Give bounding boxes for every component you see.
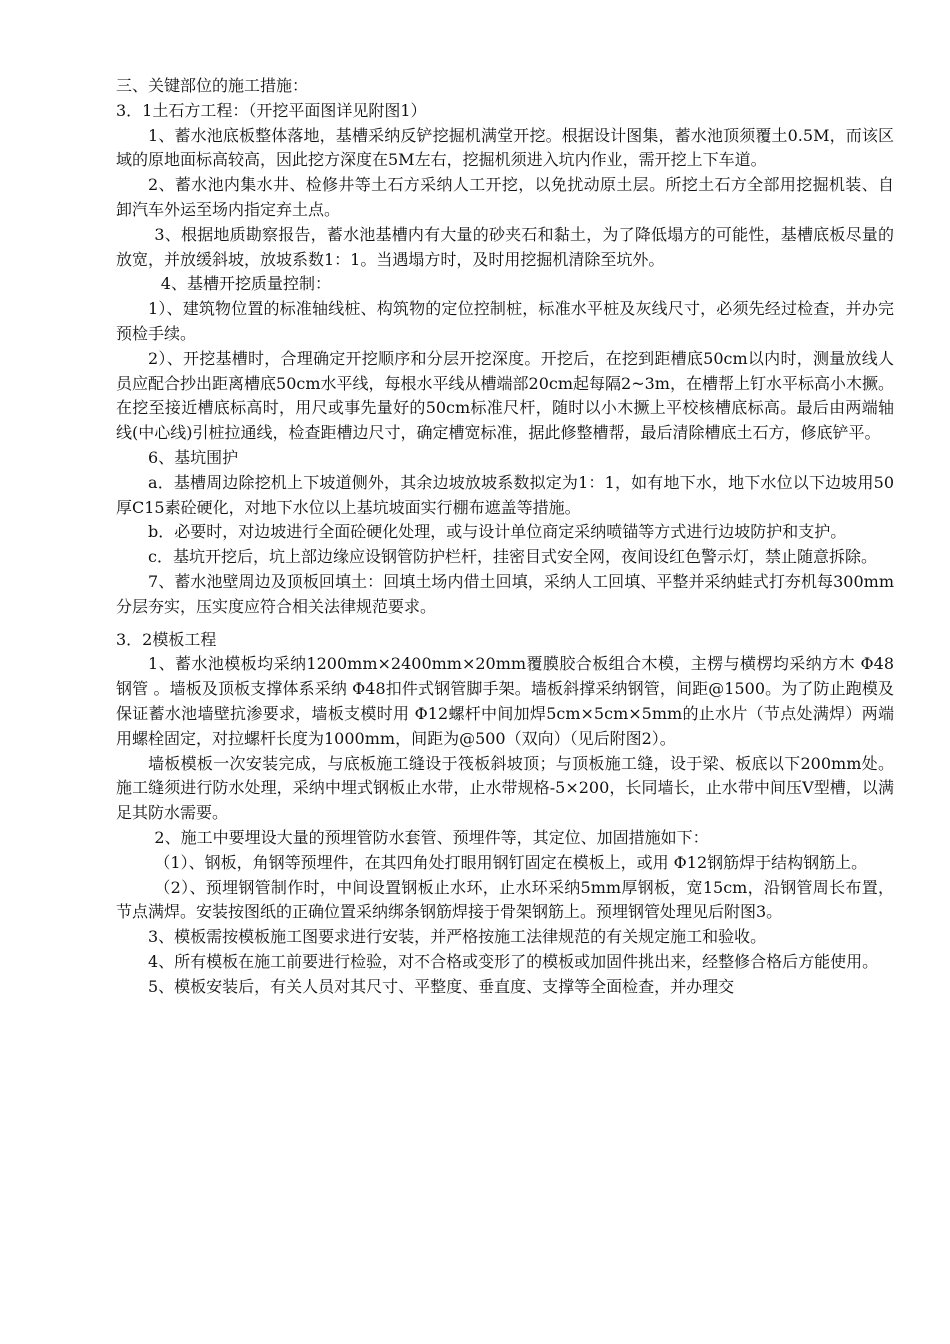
paragraph-earthwork-3: 3、根据地质勘察报告，蓄水池基槽内有大量的砂夹石和黏土，为了降低塌方的可能性，基槽底板尽量的放宽，并放缓斜坡，放坡系数1：1。当遇塌方时，及时用挖掘机清除至坑外。 — [116, 224, 894, 269]
paragraph-earthwork-1: 1、蓄水池底板整体落地，基槽采纳反铲挖掘机满堂开挖。根据设计图集，蓄水池顶须覆土0.5M，而该区域的原地面标高较高，因此挖方深度在5M左右，挖掘机须进入坑内作业，需开挖上下车道。 — [116, 125, 894, 170]
paragraph-earthwork-6: 6、基坑围护 — [148, 447, 239, 467]
subsection-title-formwork: 3．2模板工程 — [116, 629, 217, 649]
document-body — [116, 74, 894, 999]
section-spacer — [116, 620, 894, 628]
paragraph-earthwork-6a: a．基槽周边除挖机上下坡道侧外，其余边坡放坡系数拟定为1：1，如有地下水，地下水位以下边坡用50厚C15素砼硬化，对地下水位以上基坑坡面实行棚布遮盖等措施。 — [116, 472, 894, 517]
subsection-title-earthwork: 3．1土石方工程：（开挖平面图详见附图1） — [116, 100, 427, 120]
paragraph-earthwork-4-1: 1）、建筑物位置的标准轴线桩、构筑物的定位控制桩，标准水平桩及灰线尺寸，必须先经过检查，并办完预检手续。 — [116, 299, 894, 343]
paragraph-formwork-3: 3、模板需按模板施工图要求进行安装，并严格按施工法律规范的有关规定施工和验收。 — [148, 927, 767, 947]
paragraph-earthwork-4: 4、基槽开挖质量控制： — [160, 274, 331, 294]
paragraph-formwork-1: 1、蓄水池模板均采纳1200mm×2400mm×20mm覆膜胶合板组合木模，主楞与横楞均采纳方木 Φ48钢管 。墙板及顶板支撑体系采纳 Φ48扣件式钢管脚手架。墙板斜撑采纳钢管，间距@1500。为了防止跑模及保证蓄水池墙壁抗渗要求，墙板支模时用 Φ12螺杆中间加焊5cm×5cm×5mm的止水片（节点处满焊）两端用螺栓固定，对拉螺杆长度为1000mm，间距为@500（双向）（见后附图2）。 — [116, 654, 894, 748]
paragraph-earthwork-6b: b．必要时，对边坡进行全面砼硬化处理，或与设计单位商定采纳喷锚等方式进行边坡防护和支护。 — [148, 522, 847, 542]
paragraph-formwork-2b: （2）、预埋钢管制作时，中间设置钢板止水环，止水环采纳5mm厚钢板，宽15cm，沿钢管周长布置，节点满焊。安装按图纸的正确位置采纳绑条钢筋焊接于骨架钢筋上。预埋钢管处理见后附图3。 — [116, 877, 894, 922]
paragraph-earthwork-6c: c．基坑开挖后，坑上部边缘应设钢管防护栏杆，挂密目式安全网，夜间设红色警示灯，禁止随意拆除。 — [148, 547, 877, 567]
section-heading: 三、关键部位的施工措施： — [116, 76, 309, 95]
paragraph-formwork-1b: 墙板模板一次安装完成，与底板施工缝设于筏板斜坡顶；与顶板施工缝，设于梁、板底以下200mm处。施工缝须进行防水处理，采纳中埋式钢板止水带，止水带规格-5×200，长同墙长，止水带中间压V型槽，以满足其防水需要。 — [116, 753, 894, 823]
paragraph-earthwork-4-2: 2）、开挖基槽时，合理确定开挖顺序和分层开挖深度。开挖后，在挖到距槽底50cm以内时，测量放线人员应配合抄出距离槽底50cm水平线，每根水平线从槽端部20cm起每隔2~3m，在槽帮上钉水平标高小木撅。在挖至接近槽底标高时，用尺或事先量好的50cm标准尺杆，随时以小木撅上平校核槽底标高。最后由两端轴线(中心线)引桩拉通线，检查距槽边尺寸，确定槽宽标准，据此修整槽帮，最后清除槽底土石方，修底铲平。 — [116, 348, 894, 443]
paragraph-formwork-2: 2、施工中要埋设大量的预埋管防水套管、预埋件等，其定位、加固措施如下： — [154, 827, 709, 847]
paragraph-earthwork-7: 7、蓄水池壁周边及顶板回填土：回填土场内借土回填，采纳人工回填、平整并采纳蛙式打夯机每300mm分层夯实，压实度应符合相关法律规范要求。 — [116, 571, 894, 616]
paragraph-formwork-4: 4、所有模板在施工前要进行检验，对不合格或变形了的模板或加固件挑出来，经整修合格后方能使用。 — [148, 951, 879, 971]
paragraph-earthwork-2: 2、蓄水池内集水井、检修井等土石方采纳人工开挖，以免扰动原土层。所挖土石方全部用挖掘机装、自卸汽车外运至场内指定弃土点。 — [116, 175, 894, 219]
paragraph-formwork-2a: （1）、钢板，角钢等预埋件，在其四角处打眼用钢钉固定在模板上，或用 Φ12钢筋焊于结构钢筋上。 — [154, 852, 868, 872]
paragraph-formwork-5: 5、模板安装后，有关人员对其尺寸、平整度、垂直度、支撑等全面检查，并办理交 — [148, 976, 735, 996]
